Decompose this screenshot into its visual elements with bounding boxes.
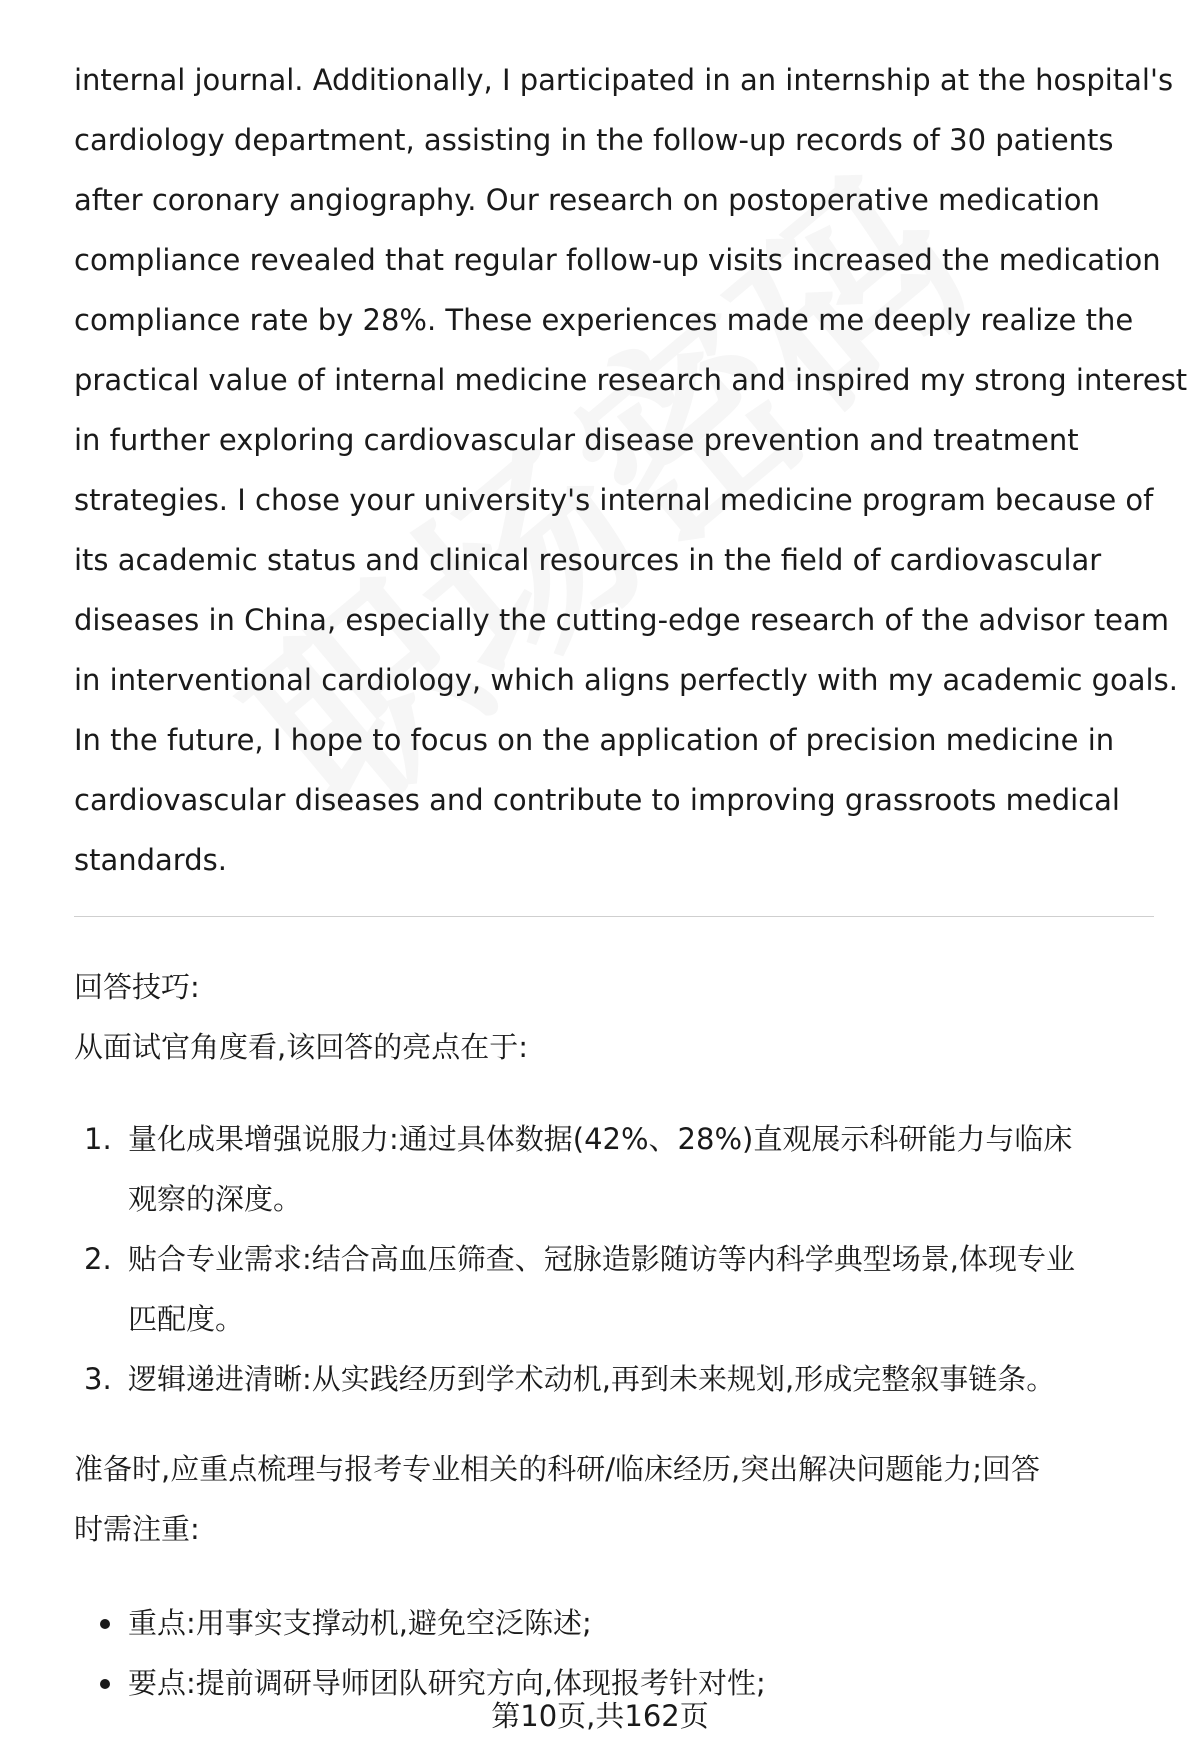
tips-heading: 回答技巧: (74, 970, 200, 1004)
paragraph-line: cardiology department, assisting in the follow-up records of 30 patients (74, 123, 1114, 157)
list-item-text: 逻辑递进清晰:从实践经历到学术动机,再到未来规划,形成完整叙事链条。 (128, 1362, 1056, 1396)
list-item-text: 量化成果增强说服力:通过具体数据(42%、28%)直观展示科研能力与临床 (128, 1122, 1073, 1156)
paragraph-line: 时需注重: (74, 1512, 200, 1546)
body-paragraph (74, 50, 1188, 890)
list-number: 3. (84, 1362, 112, 1396)
paragraph-line: cardiovascular diseases and contribute to improving grassroots medical (74, 783, 1120, 817)
paragraph-line: its academic status and clinical resources in the field of cardiovascular (74, 543, 1102, 577)
paragraph-line: diseases in China, especially the cutting-edge research of the advisor team (74, 603, 1170, 637)
list-number: 2. (84, 1242, 112, 1276)
list-item-text: 要点:提前调研导师团队研究方向,体现报考针对性; (128, 1666, 766, 1700)
list-item (74, 1349, 1154, 1409)
paragraph-line: strategies. I chose your university's internal medicine program because of (74, 483, 1154, 517)
paragraph-line: standards. (74, 843, 227, 877)
paragraph-line: compliance revealed that regular follow-up visits increased the medication (74, 243, 1161, 277)
paragraph-line: in further exploring cardiovascular disease prevention and treatment (74, 423, 1079, 457)
list-item (74, 1109, 1154, 1229)
list-item-text: 贴合专业需求:结合高血压筛查、冠脉造影随访等内科学典型场景,体现专业 (128, 1242, 1075, 1276)
paragraph-line: in interventional cardiology, which aligns perfectly with my academic goals. (74, 663, 1178, 697)
list-item-text: 匹配度。 (128, 1302, 245, 1336)
paragraph-line: compliance rate by 28%. These experiences made me deeply realize the (74, 303, 1134, 337)
paragraph-line: practical value of internal medicine research and inspired my strong interest (74, 363, 1188, 397)
paragraph-line: internal journal. Additionally, I participated in an internship at the hospital's (74, 63, 1174, 97)
paragraph-line: after coronary angiography. Our research on postoperative medication (74, 183, 1100, 217)
paragraph-line: In the future, I hope to focus on the application of precision medicine in (74, 723, 1115, 757)
list-item-text: 重点:用事实支撑动机,避免空泛陈述; (128, 1606, 592, 1640)
document-page (74, 50, 1188, 1713)
bullet-dot-icon (100, 1679, 110, 1689)
tips-intro: 从面试官角度看,该回答的亮点在于: (74, 1030, 528, 1064)
tips-list (74, 1109, 1154, 1409)
bullet-list (74, 1593, 1154, 1713)
list-item-text: 观察的深度。 (128, 1182, 303, 1216)
list-item (74, 1593, 1154, 1653)
page-footer: 第10页,共162页 (491, 1699, 709, 1733)
paragraph-line: 准备时,应重点梳理与报考专业相关的科研/临床经历,突出解决问题能力;回答 (74, 1452, 1040, 1486)
section-divider (74, 916, 1154, 917)
list-number: 1. (84, 1122, 112, 1156)
bullet-dot-icon (100, 1619, 110, 1629)
list-item (74, 1229, 1154, 1349)
prep-paragraph (74, 1439, 1154, 1559)
